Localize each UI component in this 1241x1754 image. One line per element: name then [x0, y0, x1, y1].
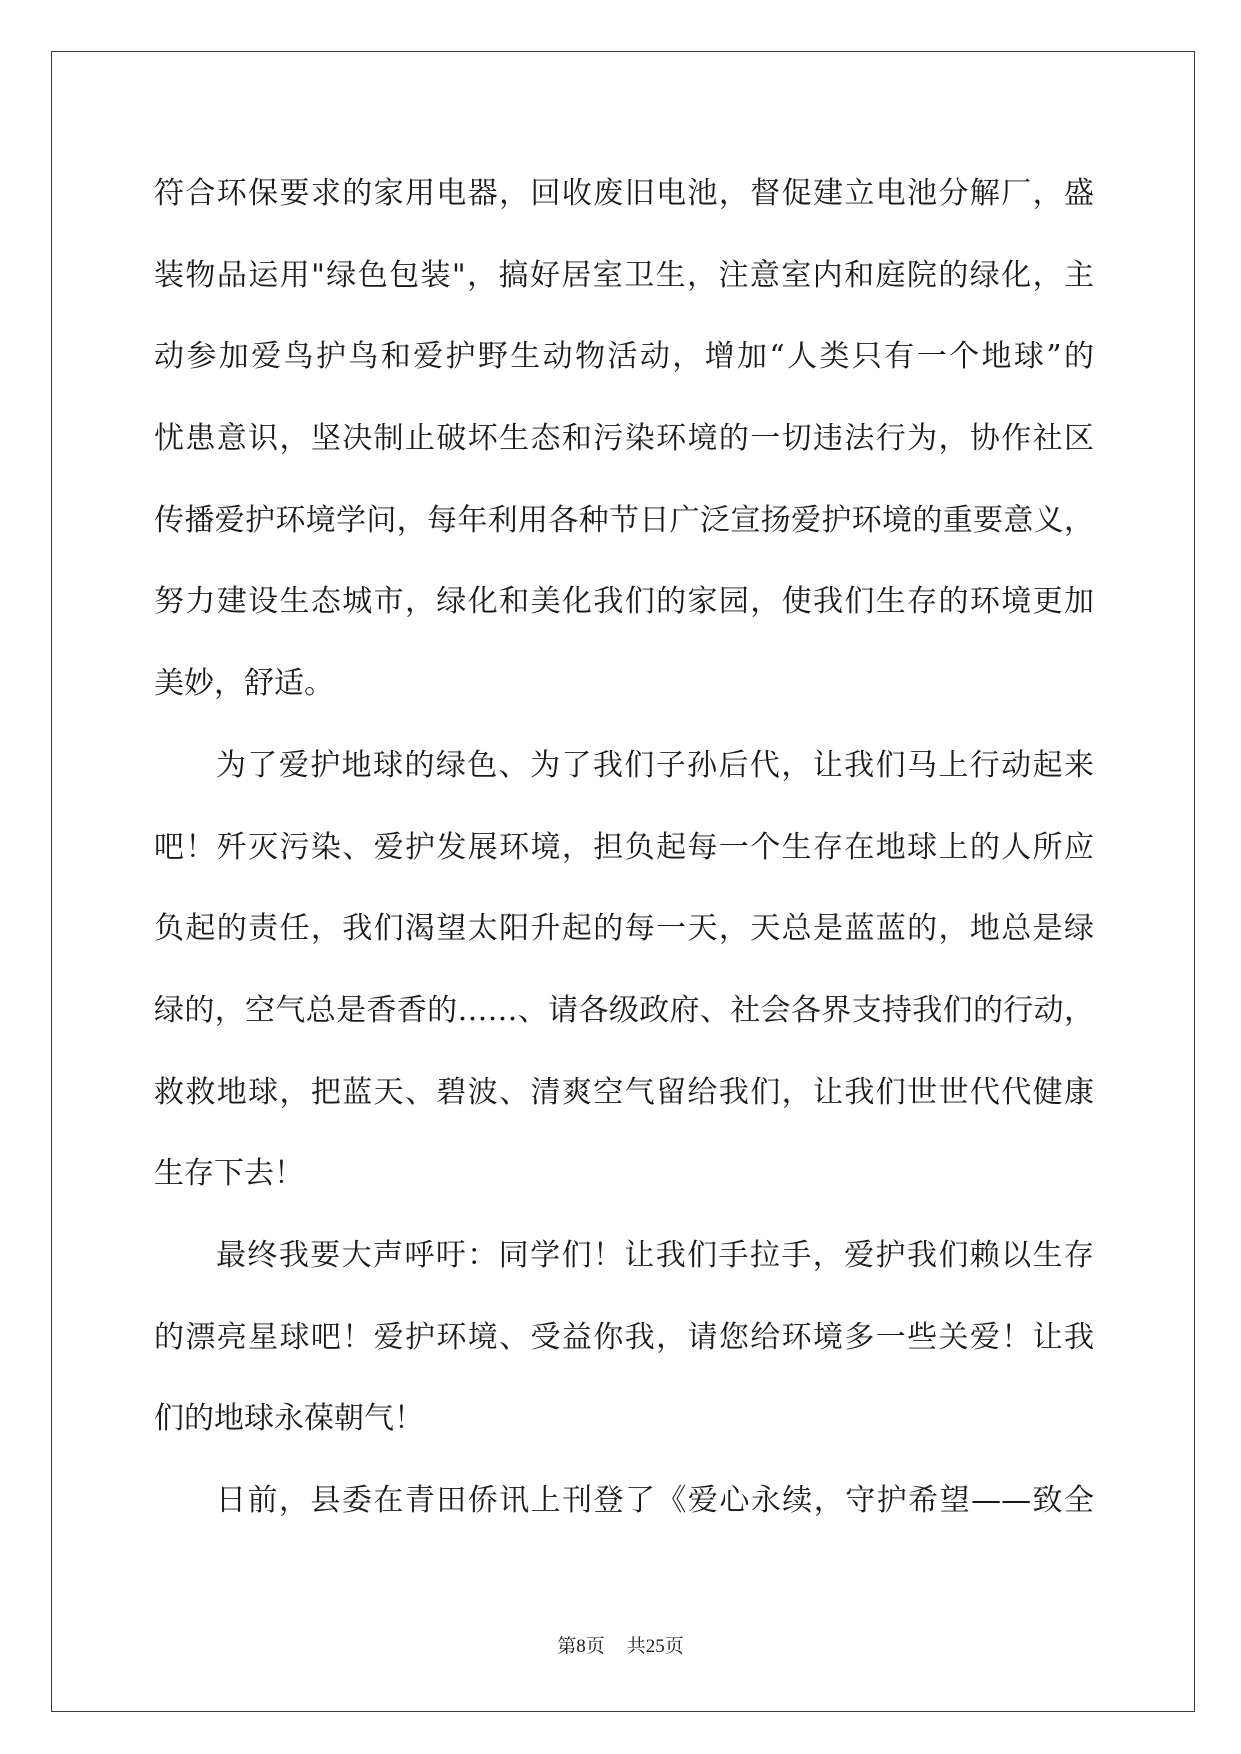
- text-line: 传播爱护环境学问，每年利用各种节日广泛宣扬爱护环境的重要意义，: [154, 502, 1094, 538]
- text-line: 们的地球永葆朝气！: [154, 1401, 424, 1437]
- document-body: [154, 153, 1094, 1542]
- page-number: 第8页: [557, 1636, 605, 1657]
- paragraph: [154, 725, 1094, 1215]
- page-total: 共25页: [626, 1636, 684, 1657]
- page-footer: [0, 1635, 1241, 1659]
- text-line: 的漂亮星球吧！爱护环境、受益你我，请您给环境多一些关爱！让我: [154, 1319, 1094, 1355]
- text-line: 绿的，空气总是香香的……、请各级政府、社会各界支持我们的行动，: [154, 992, 1094, 1028]
- text-line: 努力建设生态城市，绿化和美化我们的家园，使我们生存的环境更加: [154, 584, 1094, 620]
- text-line: 动参加爱鸟护鸟和爱护野生动物活动，增加“人类只有一个地球”的: [154, 339, 1094, 375]
- text-line: 美妙，舒适。: [154, 666, 334, 702]
- text-line: 最终我要大声呼吁：同学们！让我们手拉手，爱护我们赖以生存: [216, 1237, 1094, 1273]
- text-line: 日前，县委在青田侨讯上刊登了《爱心永续，守护希望——致全: [216, 1483, 1094, 1518]
- text-line: 装物品运用"绿色包装"，搞好居室卫生，注意室内和庭院的绿化，主: [154, 257, 1094, 293]
- text-line: 符合环保要求的家用电器，回收废旧电池，督促建立电池分解厂，盛: [154, 176, 1094, 211]
- text-line: 忧患意识，坚决制止破坏生态和污染环境的一切违法行为，协作社区: [154, 421, 1094, 457]
- paragraph: [154, 1460, 1094, 1542]
- text-line: 负起的责任，我们渴望太阳升起的每一天，天总是蓝蓝的，地总是绿: [154, 911, 1094, 947]
- paragraph: [154, 153, 1094, 725]
- paragraph: [154, 1215, 1094, 1460]
- text-line: 救救地球，把蓝天、碧波、清爽空气留给我们，让我们世世代代健康: [154, 1074, 1094, 1110]
- text-line: 为了爱护地球的绿色、为了我们子孙后代，让我们马上行动起来: [216, 747, 1094, 783]
- text-line: 生存下去！: [154, 1156, 304, 1192]
- text-line: 吧！歼灭污染、爱护发展环境，担负起每一个生存在地球上的人所应: [154, 829, 1094, 865]
